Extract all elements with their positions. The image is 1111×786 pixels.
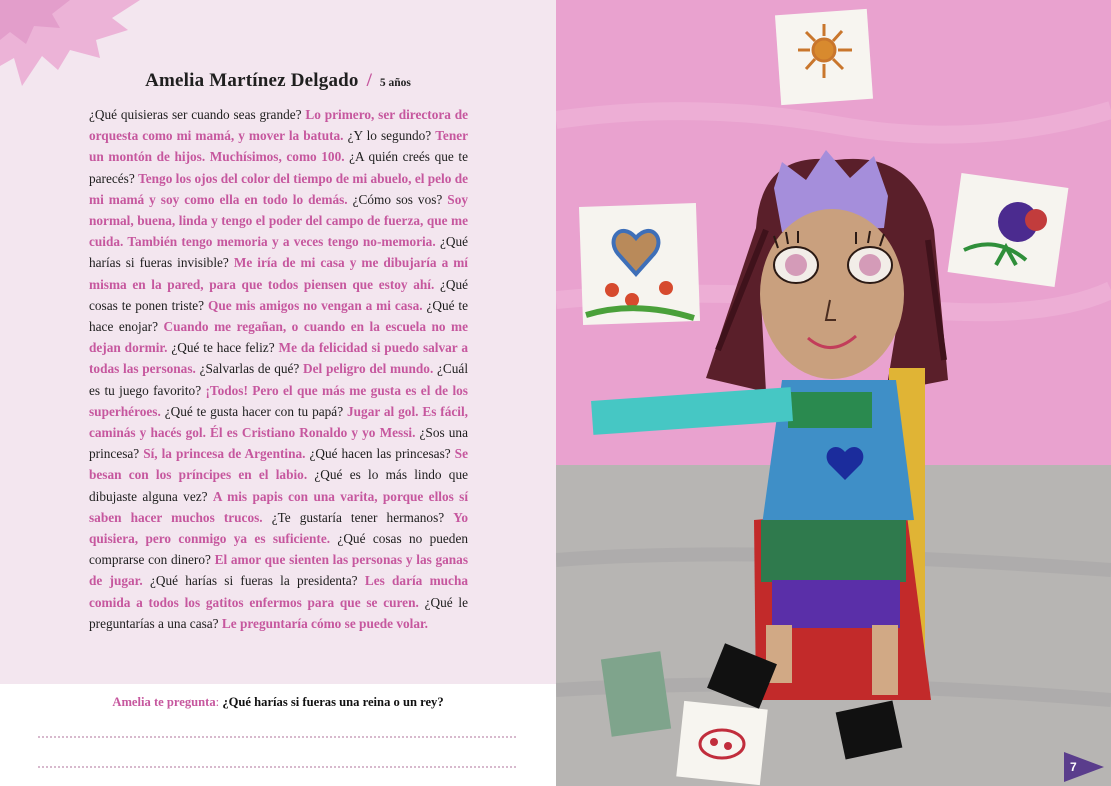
question-text: ¿Qué harías si fueras invisible? [89,234,468,271]
reader-question-text: ¿Qué harías si fueras una reina o un rey? [222,695,444,709]
question-text: ¿Y lo segundo? [347,128,432,144]
question-text: ¿Cuál es tu juego favorito? [89,361,469,398]
question-text: ¿Qué quisieras ser cuando seas grande? [89,107,302,122]
question-text: ¿Qué le preguntarías a una casa? [89,594,468,631]
reader-question-box [0,684,556,786]
question-text: ¿Qué te gusta hacer con tu papá? [164,403,344,419]
answer-text: ¡Todos! Pero el que más me gusta es el de los superhéroes. [89,382,468,419]
interview-text [89,104,468,634]
answer-text: Tener un montón de hijos. Muchísimos, como 100. [89,128,469,165]
question-text: ¿Qué cosas no pueden comprarse con dinero? [89,531,468,568]
answer-text: Jugar al gol. Es fácil, caminás y hacés gol. Él es Cristiano Ronaldo y yo Messi. [89,403,468,441]
page-number-badge [1064,752,1104,782]
face [760,209,904,379]
answer-text: Le preguntaría cómo se puede volar. [221,615,429,631]
child-collage-drawing [556,0,1111,786]
question-text: ¿Qué hacen las princesas? [309,446,451,462]
answer-text: Tengo los ojos del color del tiempo de mi abuelo, el pelo de mi mamá y soy como ella en todo lo demás. [89,170,469,207]
answer-text: Me da felicidad si puedo salvar a todas las personas. [89,340,468,377]
question-text: ¿Salvarlas de qué? [199,361,300,377]
question-text: ¿Qué cosas te ponen triste? [89,276,469,313]
answer-text: Sí, la princesa de Argentina. [143,446,306,462]
reader-question-colon: : [215,695,220,709]
title-separator: / [366,70,372,91]
reader-question-label: Amelia te pregunta [112,695,216,709]
answer-text: Cuando me regañan, o cuando en la escuela no me dejan dormir. [89,319,469,356]
question-text: ¿Cómo sos vos? [352,191,443,207]
answer-text: Me iría de mi casa y me dibujaría a mí misma en la pared, para que todos piensen que estoy ahí. [89,255,468,292]
answer-text: Soy normal, buena, linda y tengo el poder del campo de fuerza, que me cuida. También tengo memoria y a veces tengo no-memoria. [89,191,468,250]
question-text: ¿Qué te hace feliz? [171,340,275,356]
illustration-page [556,0,1111,786]
answer-text: A mis papis con una varita, porque ellos sí saben hacer muchos trucos. [89,488,469,525]
question-text: ¿Sos una princesa? [89,425,468,462]
page-number: 7 [1070,760,1077,774]
question-text: ¿Te gustaría tener hermanos? [271,509,445,525]
bottom-drawing-card [676,701,767,785]
author-name: Amelia Martínez Delgado [145,70,359,91]
heart-drawing-card [579,203,700,325]
question-text: ¿A quién creés que te parecés? [89,149,468,186]
author-age: 5 años [379,77,411,89]
flower-drawing-card [948,173,1069,287]
answer-text: El amor que sienten las personas y las ganas de jugar. [89,552,468,589]
answer-text: Que mis amigos no vengan a mi casa. [207,297,423,313]
answer-text: Les daría mucha comida a todos los gatitos enfermos para que se curen. [89,573,468,610]
answer-line-1[interactable] [38,736,516,738]
question-text: ¿Qué harías si fueras la presidenta? [149,573,358,589]
article-title [0,70,556,92]
question-text: ¿Qué es lo más lindo que dibujaste alguna vez? [89,467,469,504]
answer-text: Yo quisiera, pero conmigo ya es suficiente. [89,509,469,547]
question-text: ¿Qué te hace enojar? [89,297,469,335]
answer-text: Se besan con los príncipes en el labio. [89,446,468,483]
reader-question [0,695,556,710]
answer-text: Lo primero, ser directora de orquesta como mi mamá, y mover la batuta. [89,107,469,144]
sun-drawing-card [775,9,873,105]
answer-line-2[interactable] [38,766,516,768]
answer-text: Del peligro del mundo. [303,361,434,377]
